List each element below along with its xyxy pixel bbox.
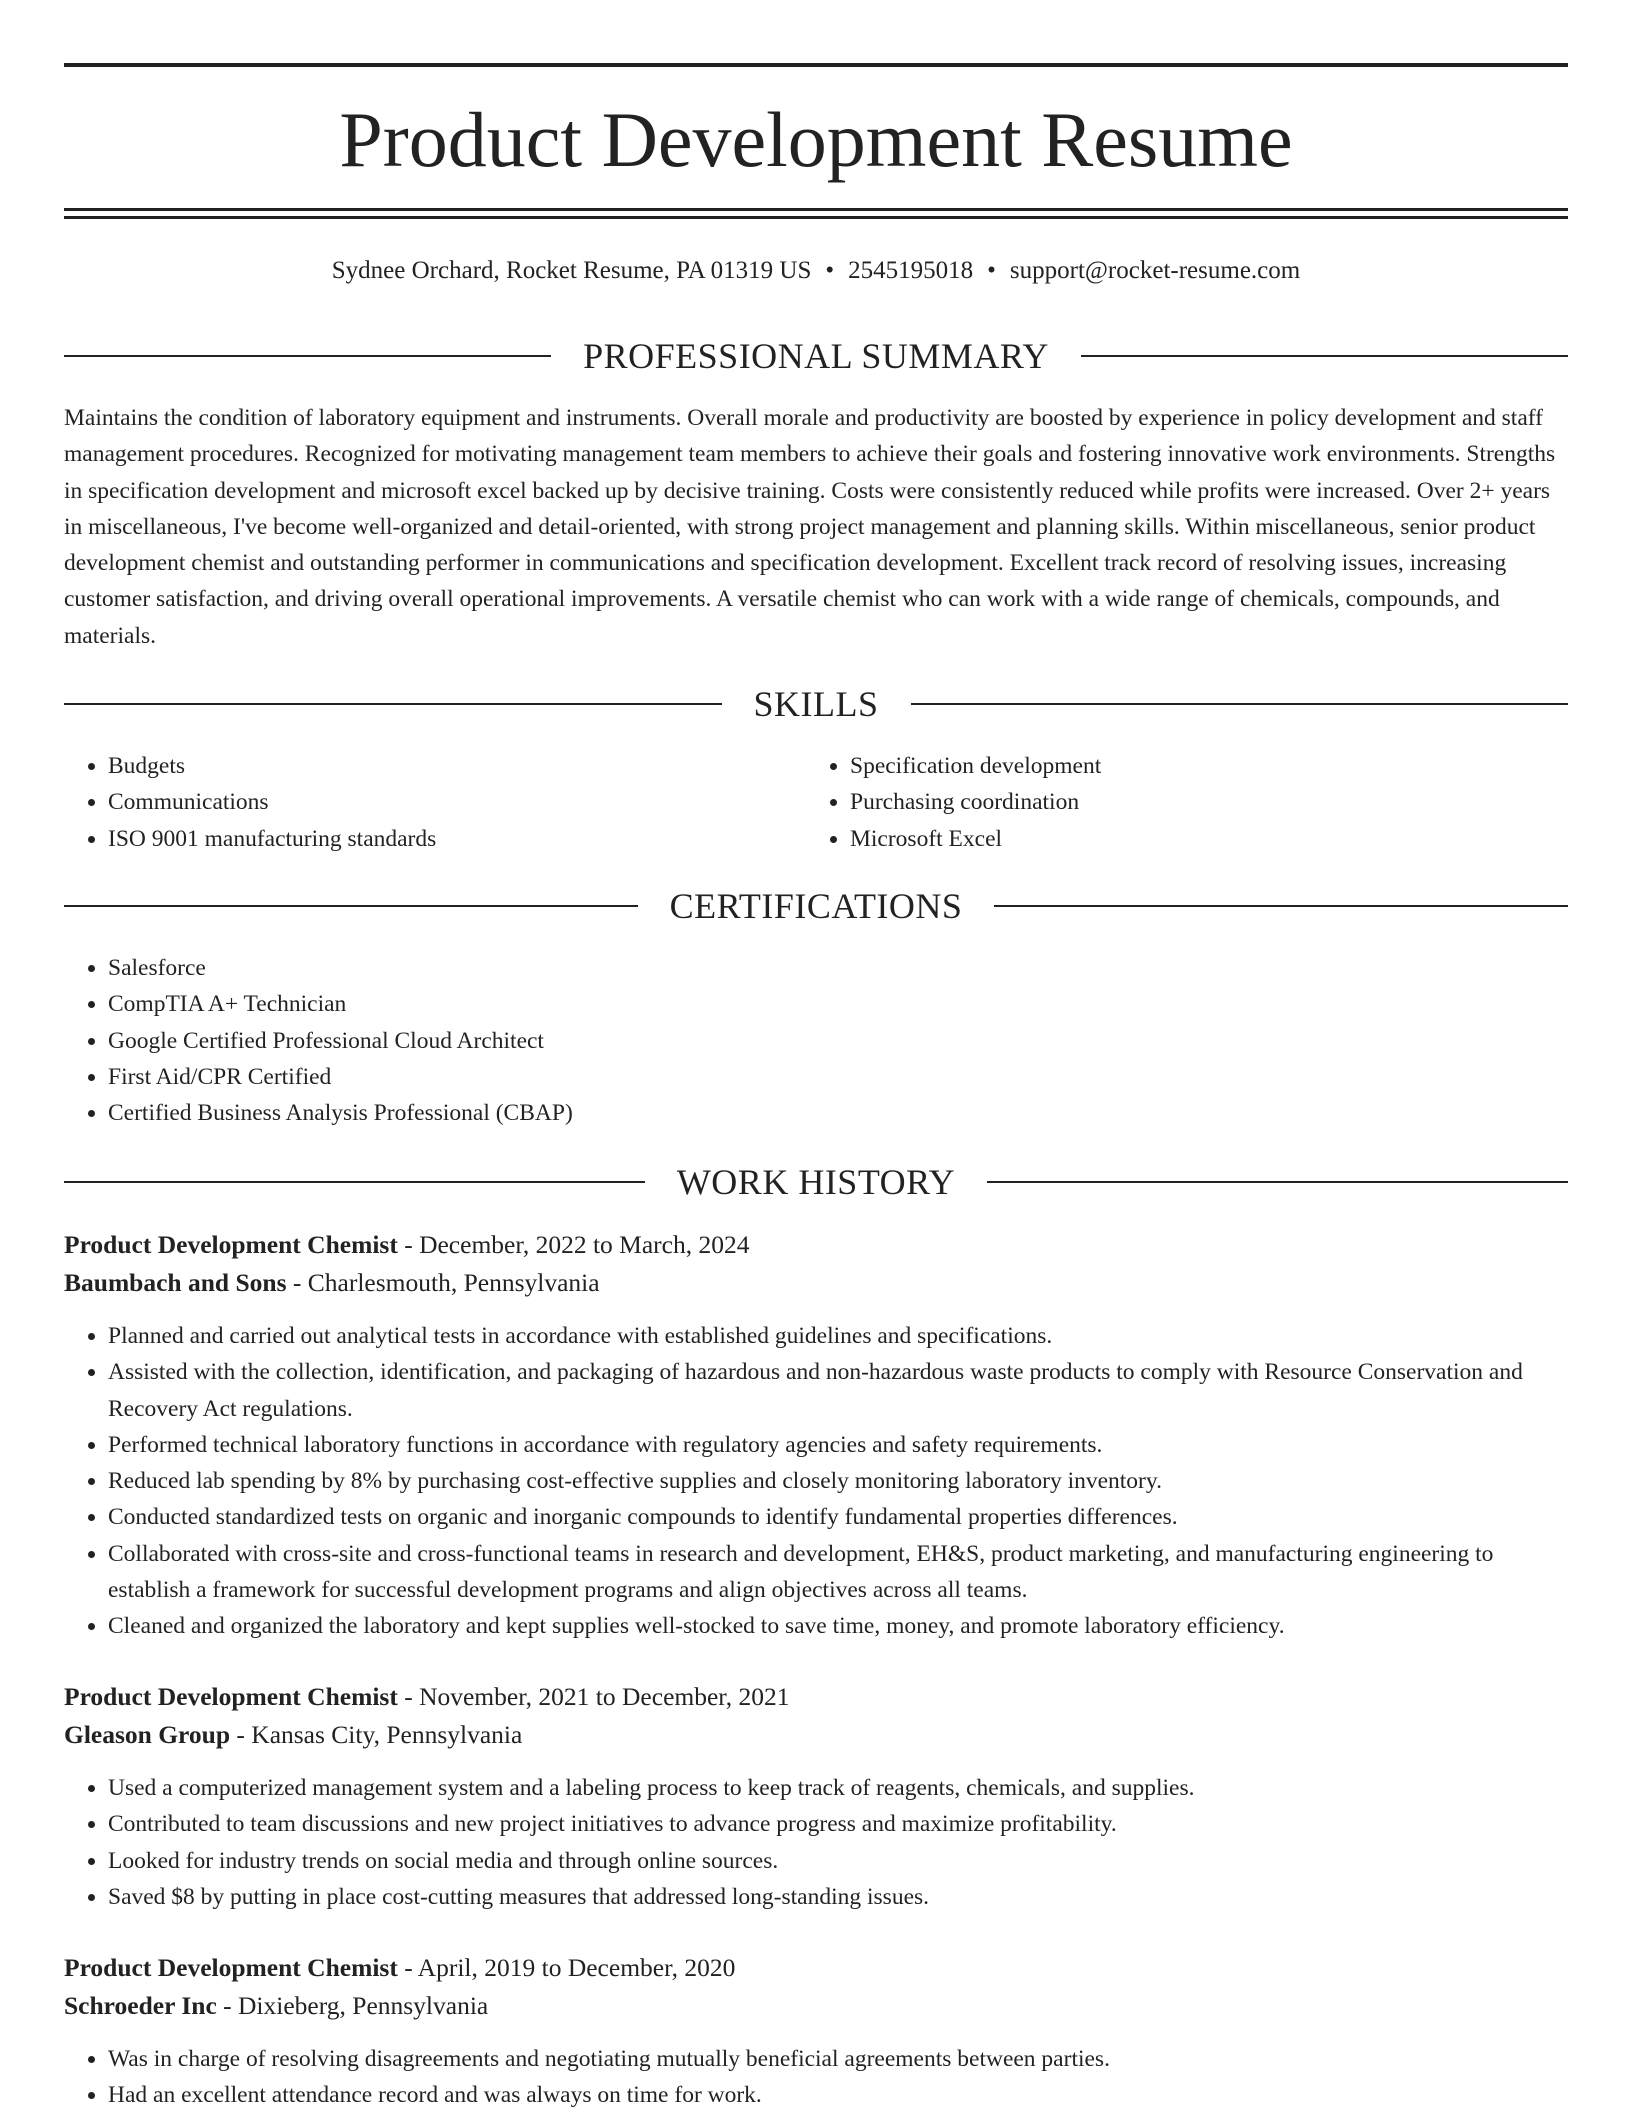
job-bullet: • Used a computerized management system and a labeling process to keep track of reagents, chemicals, and supplies. xyxy=(108,1770,1568,1806)
heading-rule-left xyxy=(64,905,638,907)
skill-item: • ISO 9001 manufacturing standards xyxy=(108,821,764,857)
job-bullet: • Contributed to team discussions and new project initiatives to advance progress and maximize profitability. xyxy=(108,1806,1568,1842)
contact-address: Sydnee Orchard, Rocket Resume, PA 01319 US xyxy=(331,257,812,284)
job-title: Product Development Chemist xyxy=(64,1230,398,1259)
skills-list-right xyxy=(806,748,1506,857)
section-title: SKILLS xyxy=(753,684,879,724)
skill-item: • Budgets xyxy=(108,748,764,784)
contact-separator: • xyxy=(987,257,996,284)
job-title: Product Development Chemist xyxy=(64,1953,398,1982)
job-title-line xyxy=(64,1678,1568,1716)
section-heading-work-history xyxy=(64,1160,1568,1204)
job-bullet: • Cleaned and organized the laboratory and kept supplies well-stocked to save time, money, and promote laboratory efficiency. xyxy=(108,1608,1568,1644)
section-heading-summary xyxy=(64,334,1568,378)
job-bullet: • Looked for industry trends on social media and through online sources. xyxy=(108,1843,1568,1879)
job-bullet: • Performed technical laboratory functions in accordance with regulatory agencies and safety requirements. xyxy=(108,1427,1568,1463)
job-company-line xyxy=(64,1264,1568,1302)
certification-item: • Certified Business Analysis Professional (CBAP) xyxy=(108,1095,1564,1131)
job-entry xyxy=(64,1226,1568,1645)
section-heading-skills xyxy=(64,682,1568,726)
document-title: Product Development Resume xyxy=(339,96,1293,183)
contact-separator: • xyxy=(825,257,835,284)
certifications-list xyxy=(64,950,1564,1131)
section-title: CERTIFICATIONS xyxy=(669,886,963,926)
job-dates: - April, 2019 to December, 2020 xyxy=(397,1953,736,1982)
job-company-line xyxy=(64,1716,1568,1754)
job-title: Product Development Chemist xyxy=(64,1682,398,1711)
heading-rule-left xyxy=(64,1181,645,1183)
section-heading-certifications xyxy=(64,884,1568,928)
job-bullets xyxy=(64,1318,1568,1645)
job-location: - Charlesmouth, Pennsylvania xyxy=(286,1268,600,1297)
job-company: Schroeder Inc xyxy=(64,1991,217,2020)
skill-item: • Communications xyxy=(108,784,764,820)
job-bullet: • Had an excellent attendance record and was always on time for work. xyxy=(108,2077,1568,2113)
heading-rule-right xyxy=(1081,355,1568,357)
job-company: Gleason Group xyxy=(64,1720,231,1749)
header-top-rule xyxy=(64,63,1568,67)
certification-item: • Google Certified Professional Cloud Architect xyxy=(108,1023,1564,1059)
summary-paragraph: Maintains the condition of laboratory equipment and instruments. Overall morale and productivity are boosted by experience in policy development and staff management procedures. Recognized for motivating management team members to achieve their goals and fostering innovative work environments. Strengths in specification development and microsoft excel backed up by decisive training. Costs were consistently reduced while profits were increased. Over 2+ years in miscellaneous, I've become well-organized and detail-oriented, with strong project management and planning skills. Within miscellaneous, senior product development chemist and outstanding performer in communications and specification development. Excellent track record of resolving issues, increasing customer satisfaction, and driving overall operational improvements. A versatile chemist who can work with a wide range of chemicals, compounds, and materials. xyxy=(64,405,1556,649)
contact-phone: 2545195018 xyxy=(848,257,974,284)
job-entry xyxy=(64,1949,1568,2114)
skill-item: • Purchasing coordination xyxy=(850,784,1506,820)
contact-line xyxy=(64,254,1568,288)
certifications-block xyxy=(64,950,1564,1131)
section-title: WORK HISTORY xyxy=(676,1162,956,1202)
job-bullet: • Planned and carried out analytical tests in accordance with established guidelines and specifications. xyxy=(108,1318,1568,1354)
job-dates: - November, 2021 to December, 2021 xyxy=(397,1682,790,1711)
job-title-line xyxy=(64,1949,1568,1987)
heading-rule-left xyxy=(64,355,551,357)
job-bullet: • Reduced lab spending by 8% by purchasing cost-effective supplies and closely monitoring laboratory inventory. xyxy=(108,1463,1568,1499)
job-title-line xyxy=(64,1226,1568,1264)
job-bullet: • Assisted with the collection, identification, and packaging of hazardous and non-hazardous waste products to comply with Resource Conservation and Recovery Act regulations. xyxy=(108,1354,1568,1427)
job-location: - Kansas City, Pennsylvania xyxy=(230,1720,523,1749)
job-company: Baumbach and Sons xyxy=(64,1268,287,1297)
skills-list-left xyxy=(64,748,764,857)
job-bullet: • Collaborated with cross-site and cross-functional teams in research and development, EH&S, product marketing, and manufacturing engineering to establish a framework for successful development programs and align objectives across all teams. xyxy=(108,1536,1568,1609)
job-bullets xyxy=(64,1770,1568,1915)
job-bullet: • Was in charge of resolving disagreements and negotiating mutually beneficial agreements between parties. xyxy=(108,2041,1568,2077)
job-dates: - December, 2022 to March, 2024 xyxy=(397,1230,750,1259)
job-bullet: • Conducted standardized tests on organic and inorganic compounds to identify fundamental properties differences. xyxy=(108,1499,1568,1535)
job-location: - Dixieberg, Pennsylvania xyxy=(216,1991,489,2020)
job-company-line xyxy=(64,1987,1568,2025)
certification-item: • CompTIA A+ Technician xyxy=(108,986,1564,1022)
skill-item: • Specification development xyxy=(850,748,1506,784)
heading-rule-left xyxy=(64,703,722,705)
header-double-rule-upper xyxy=(64,208,1568,211)
skills-column-right xyxy=(806,748,1506,857)
heading-rule-right xyxy=(987,1181,1568,1183)
job-entry xyxy=(64,1678,1568,1915)
contact-email: support@rocket-resume.com xyxy=(1009,257,1301,284)
section-title: PROFESSIONAL SUMMARY xyxy=(583,336,1049,376)
job-bullet: • Saved $8 by putting in place cost-cutting measures that addressed long-standing issues. xyxy=(108,1879,1568,1915)
heading-rule-right xyxy=(994,905,1568,907)
skills-column-left xyxy=(64,748,764,857)
job-bullets xyxy=(64,2041,1568,2114)
certification-item: • First Aid/CPR Certified xyxy=(108,1059,1564,1095)
header-double-rule-lower xyxy=(64,216,1568,219)
certification-item: • Salesforce xyxy=(108,950,1564,986)
skill-item: • Microsoft Excel xyxy=(850,821,1506,857)
heading-rule-right xyxy=(911,703,1569,705)
